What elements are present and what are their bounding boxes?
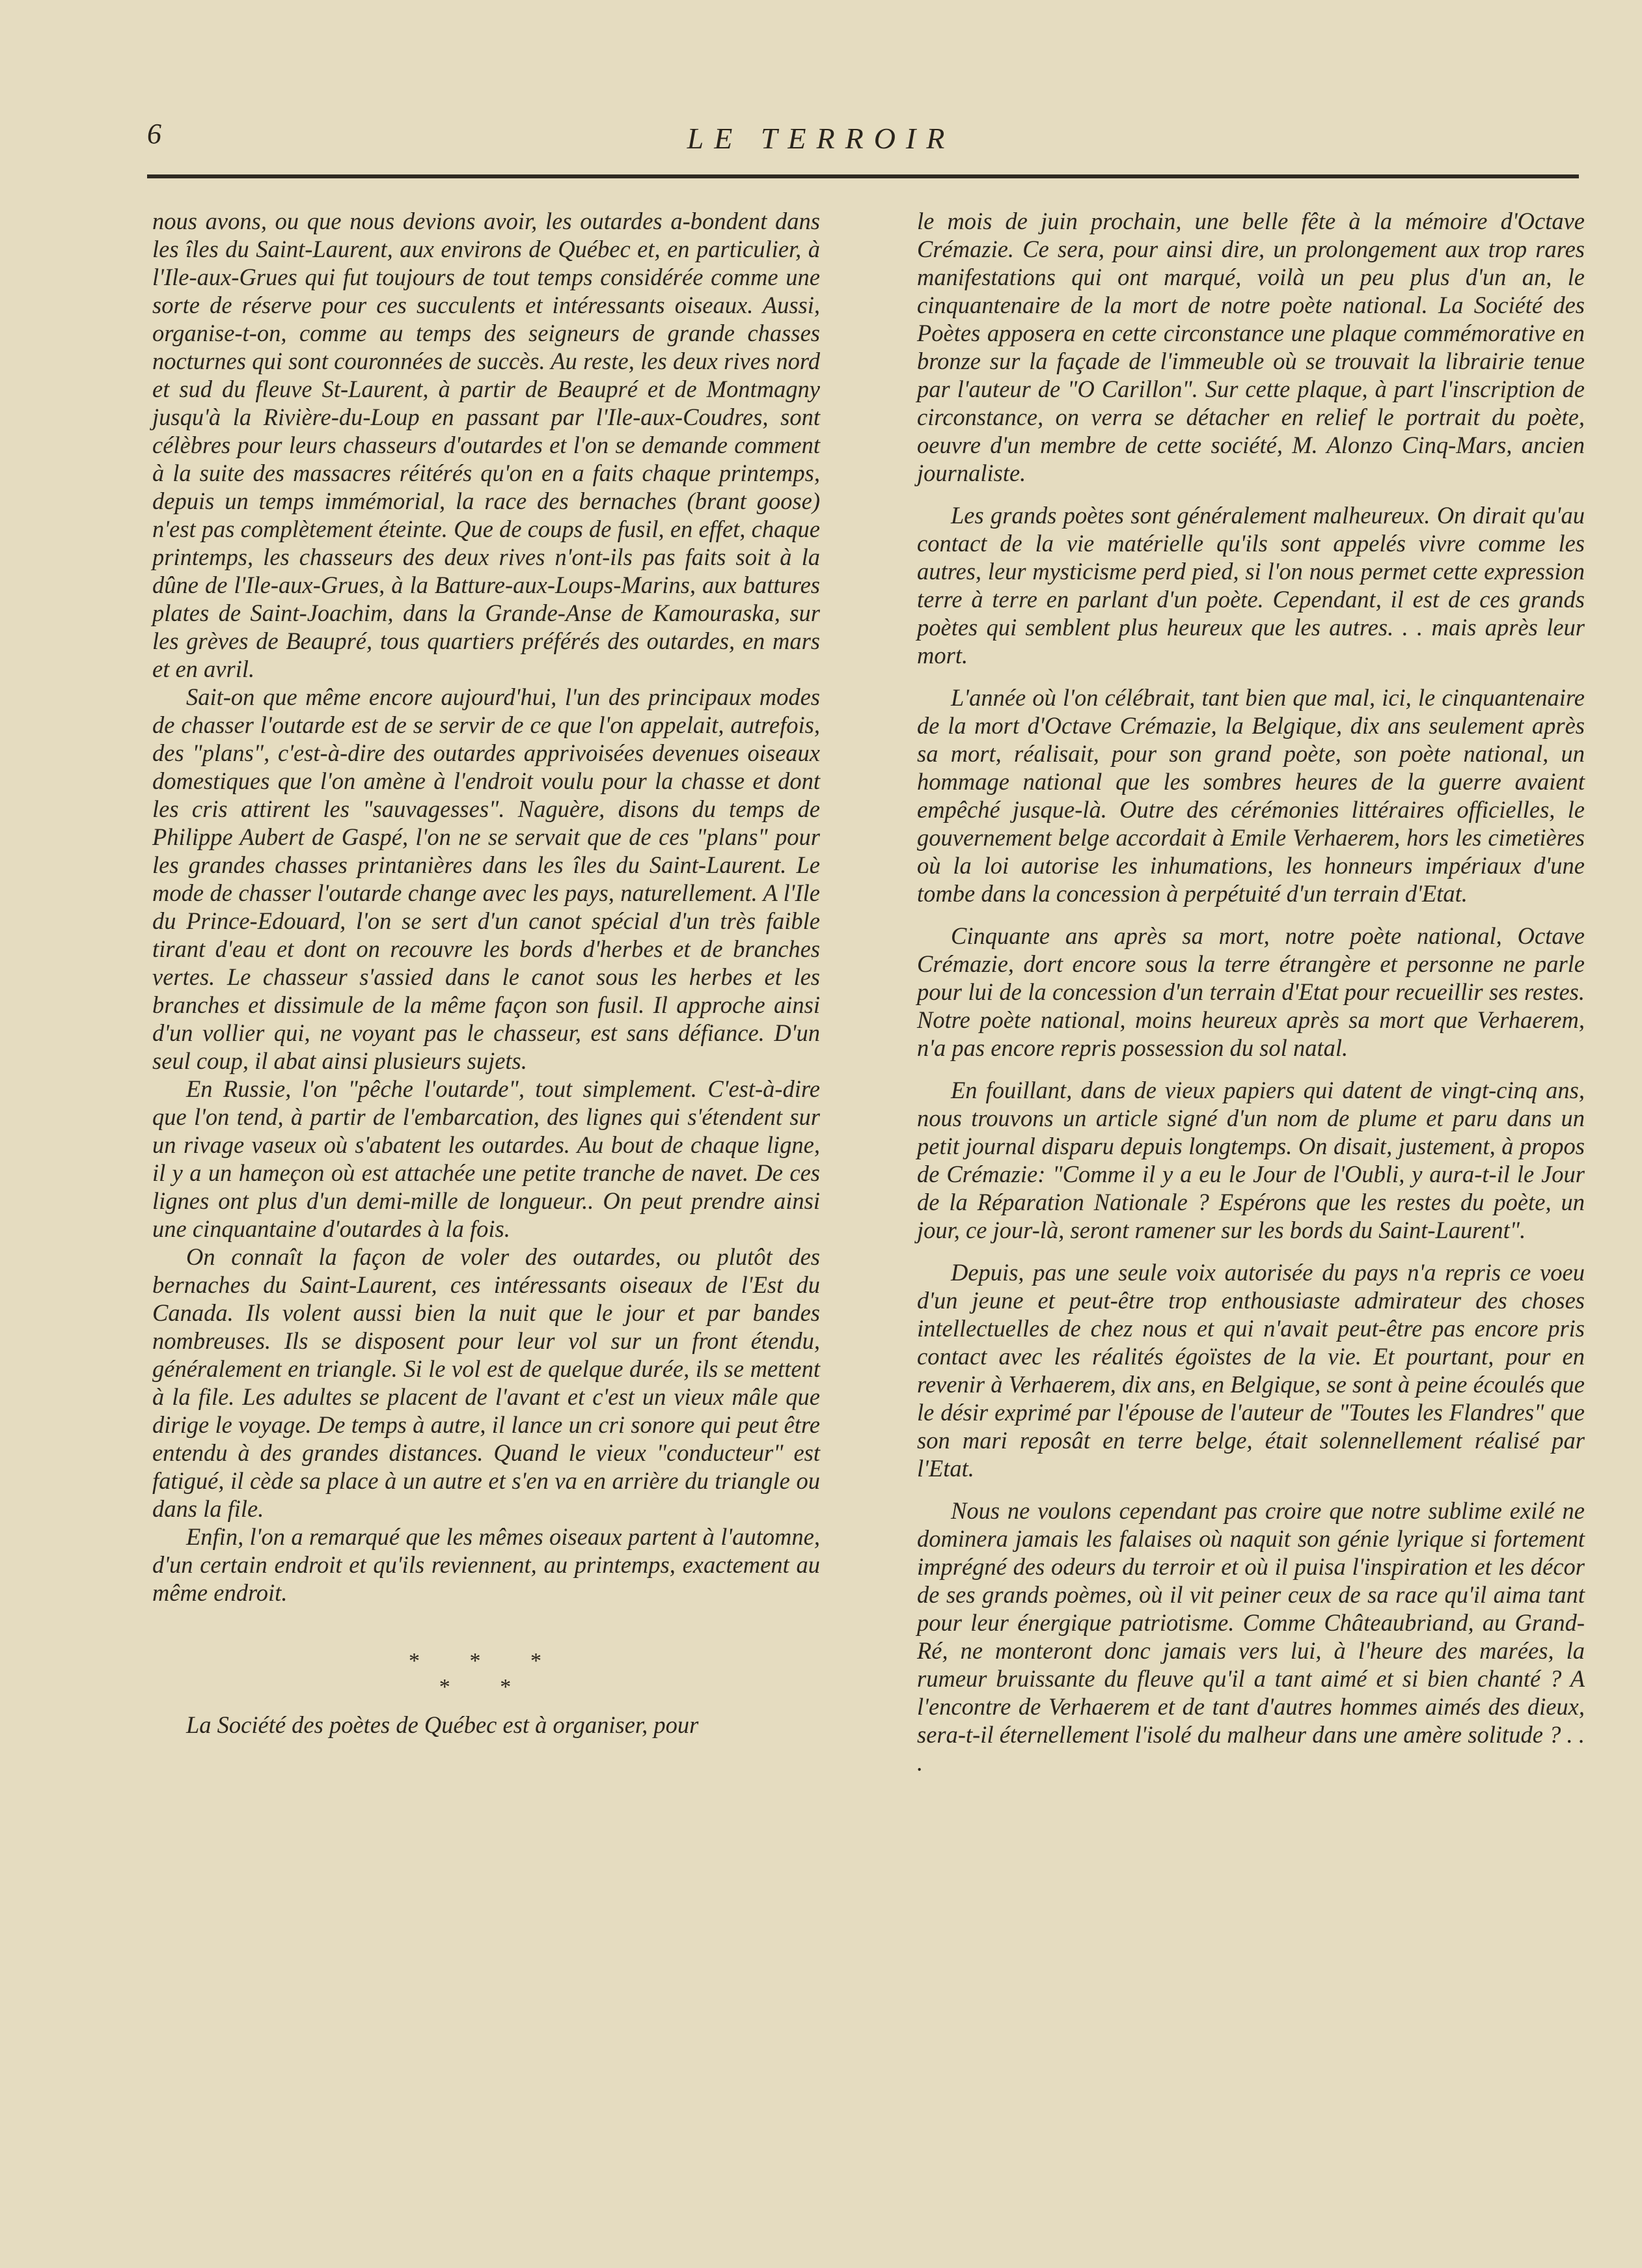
section-break-stars-2: * * <box>439 1675 534 1699</box>
right-paragraph-5: En fouillant, dans de vieux papiers qui datent de vingt-cinq ans, nous trouvons un article signé d'un nom de plume et paru dans un petit journal disparu depuis longtemps. On disait, justement, à propos de Crémazie: "Comme il y a eu le Jour de l'Oubli, y aura-t-il le Jour de la Réparation Nationale ? Espérons que les restes du poète, un jour, ce jour-là, seront ramener sur les bords du Saint-Laurent". <box>917 1077 1585 1243</box>
right-paragraph-1: le mois de juin prochain, une belle fête à la mémoire d'Octave Crémazie. Ce sera, pour ainsi dire, un prolongement aux trop rares manifestations qui ont marqué, voilà un peu plus d'un an, le cinquantenaire de la mort de notre poète national. La Société des Poètes apposera en cette circonstance une plaque commémorative en bronze sur la façade de l'immeuble où se trouvait la librairie tenue par l'auteur de "O Carillon". Sur cette plaque, à part l'inscription de circonstance, on verra se détacher en relief le portrait du poète, oeuvre d'un membre de cette société, M. Alonzo Cinq-Mars, ancien journaliste. <box>917 208 1585 486</box>
left-paragraph-3: En Russie, l'on "pêche l'outarde", tout simplement. C'est-à-dire que l'on tend, à partir de l'embarcation, des lignes qui s'étendent sur un rivage vaseux où s'abatent les outardes. Au bout de chaque ligne, il y a un hameçon où est attachée une petite tranche de navet. De ces lignes ont plus d'un demi-mille de longueur.. On peut prendre ainsi une cinquantaine d'outardes à la fois. <box>152 1075 820 1242</box>
left-paragraph-1: nous avons, ou que nous devions avoir, les outardes a-bondent dans les îles du Saint-Laurent, aux environs de Québec et, en particulier, à l'Ile-aux-Grues qui fut toujours de tout temps considérée comme une sorte de réserve pour ces succulents et intéressants oiseaux. Aussi, organise-t-on, comme au temps des seigneurs de grande chasses nocturnes qui sont couronnées de succès. Au reste, les deux rives nord et sud du fleuve St-Laurent, à partir de Beaupré et de Montmagny jusqu'à la Rivière-du-Loup en passant par l'Ile-aux-Coudres, sont célèbres pour leurs chasseurs d'outardes et l'on se demande comment à la suite des massacres réitérés qu'on en a faits chaque printemps, depuis un temps immémorial, la race des bernaches (brant goose) n'est pas complètement éteinte. Que de coups de fusil, en effet, chaque printemps, les chasseurs des deux rives n'ont-ils pas faits soit à la dûne de l'Ile-aux-Grues, à la Batture-aux-Loups-Marins, aux battures plates de Saint-Joachim, dans la Grande-Anse de Kamouraska, sur les grèves de Beaupré, tous quartiers préférés des outardes, en mars et en avril. <box>152 208 820 682</box>
right-paragraph-6: Depuis, pas une seule voix autorisée du pays n'a repris ce voeu d'un jeune et peut-être trop enthousiaste admirateur des choses intellectuelles de chez nous et qui n'avait peut-être pas encore pris contact avec les réalités égoïstes de la vie. Et pourtant, pour en revenir à Verhaerem, dix ans, en Belgique, se sont à peine écoulés que le désir exprimé par l'épouse de l'auteur de "Toutes les Flandres" que son mari reposât en terre belge, était solennellement réalisé par l'Etat. <box>917 1259 1585 1482</box>
right-paragraph-2: Les grands poètes sont généralement malheureux. On dirait qu'au contact de la vie matérielle qu'ils sont appelés vivre comme les autres, leur mysticisme perd pied, si l'on nous permet cette expression terre à terre en parlant d'un poète. Cependant, il est de ces grands poètes qui semblent plus heureux que les autres. . . mais après leur mort. <box>917 502 1585 669</box>
left-paragraph-5: Enfin, l'on a remarqué que les mêmes oiseaux partent à l'automne, d'un certain endroit et qu'ils reviennent, au printemps, exactement au même endroit. <box>152 1523 820 1606</box>
right-column <box>917 207 1585 1791</box>
right-paragraph-7: Nous ne voulons cependant pas croire que notre sublime exilé ne dominera jamais les falaises où naquit son génie lyrique si fortement imprégné des odeurs du terroir et où il puisa l'inspiration et les décor de ses grands poèmes, où il vit peiner ceux de sa race qu'il aima tant pour leur énergique patriotisme. Comme Châteaubriand, au Grand-Ré, ne monteront donc jamais vers lui, à l'heure des marées, la rumeur bruissante du fleuve qu'il a tant aimé et si bien chanté ? A l'encontre de Verhaerem et de tant d'autres hommes aimés des dieux, sera-t-il éternellement l'isolé du malheur dans une amère solitude ? . . . <box>917 1497 1585 1776</box>
page-number: 6 <box>147 118 161 150</box>
section-break-stars-1: * * * <box>409 1649 564 1673</box>
running-head-title: LE TERROIR <box>687 122 955 155</box>
header-rule <box>147 174 1579 178</box>
left-closing-paragraph: La Société des poètes de Québec est à organiser, pour <box>186 1711 699 1738</box>
left-paragraph-4: On connaît la façon de voler des outardes, ou plutôt des bernaches du Saint-Laurent, ces intéressants oiseaux de l'Est du Canada. Ils volent aussi bien la nuit que le jour et par bandes nombreuses. Ils se disposent pour leur vol sur un front étendu, généralement en triangle. Si le vol est de quelque durée, ils se mettent à la file. Les adultes se placent de l'avant et c'est un vieux mâle que dirige le voyage. De temps à autre, il lance un cri sonore qui peut être entendu à des grandes distances. Quand le vieux "conducteur" est fatigué, il cède sa place à un autre et s'en va en arrière du triangle ou dans la file. <box>152 1243 820 1522</box>
right-paragraph-4: Cinquante ans après sa mort, notre poète national, Octave Crémazie, dort encore sous la terre étrangère et personne ne parle pour lui de la concession d'un terrain d'Etat pour recueillir ses restes. Notre poète national, moins heureux après sa mort que Verhaerem, n'a pas encore repris possession du sol natal. <box>917 922 1585 1061</box>
right-paragraph-3: L'année où l'on célébrait, tant bien que mal, ici, le cinquantenaire de la mort d'Octave Crémazie, la Belgique, dix ans seulement après sa mort, réalisait, pour son grand poète, son poète national, un hommage national que les sombres heures de la guerre avaient empêché jusque-là. Outre des cérémonies littéraires officielles, le gouvernement belge accordait à Emile Verhaerem, hors les cimetières où la loi autorise les inhumations, les honneurs impériaux d'une tombe dans la concession à perpétuité d'un terrain d'Etat. <box>917 684 1585 907</box>
left-column <box>152 207 820 1739</box>
left-paragraph-2: Sait-on que même encore aujourd'hui, l'un des principaux modes de chasser l'outarde est de se servir de ce que l'on appelait, autrefois, des "plans", c'est-à-dire des outardes apprivoisées devenues oiseaux domestiques que l'on amène à l'endroit voulu pour la chasse et dont les cris attirent les "sauvagesses". Naguère, disons du temps de Philippe Aubert de Gaspé, l'on ne se servait que de ces "plans" pour les grandes chasses printanières dans les îles du Saint-Laurent. Le mode de chasser l'outarde change avec les pays, naturellement. A l'Ile du Prince-Edouard, l'on se sert d'un canot spécial d'un très faible tirant d'eau et dont on recouvre les bords d'herbes et de branches vertes. Le chasseur s'assied dans le canot sous les herbes et les branches et dissimule de la même façon son fusil. Il approche ainsi d'un vollier qui, ne voyant pas le chasseur, est sans défiance. D'un seul coup, il abat ainsi plusieurs sujets. <box>152 684 820 1074</box>
